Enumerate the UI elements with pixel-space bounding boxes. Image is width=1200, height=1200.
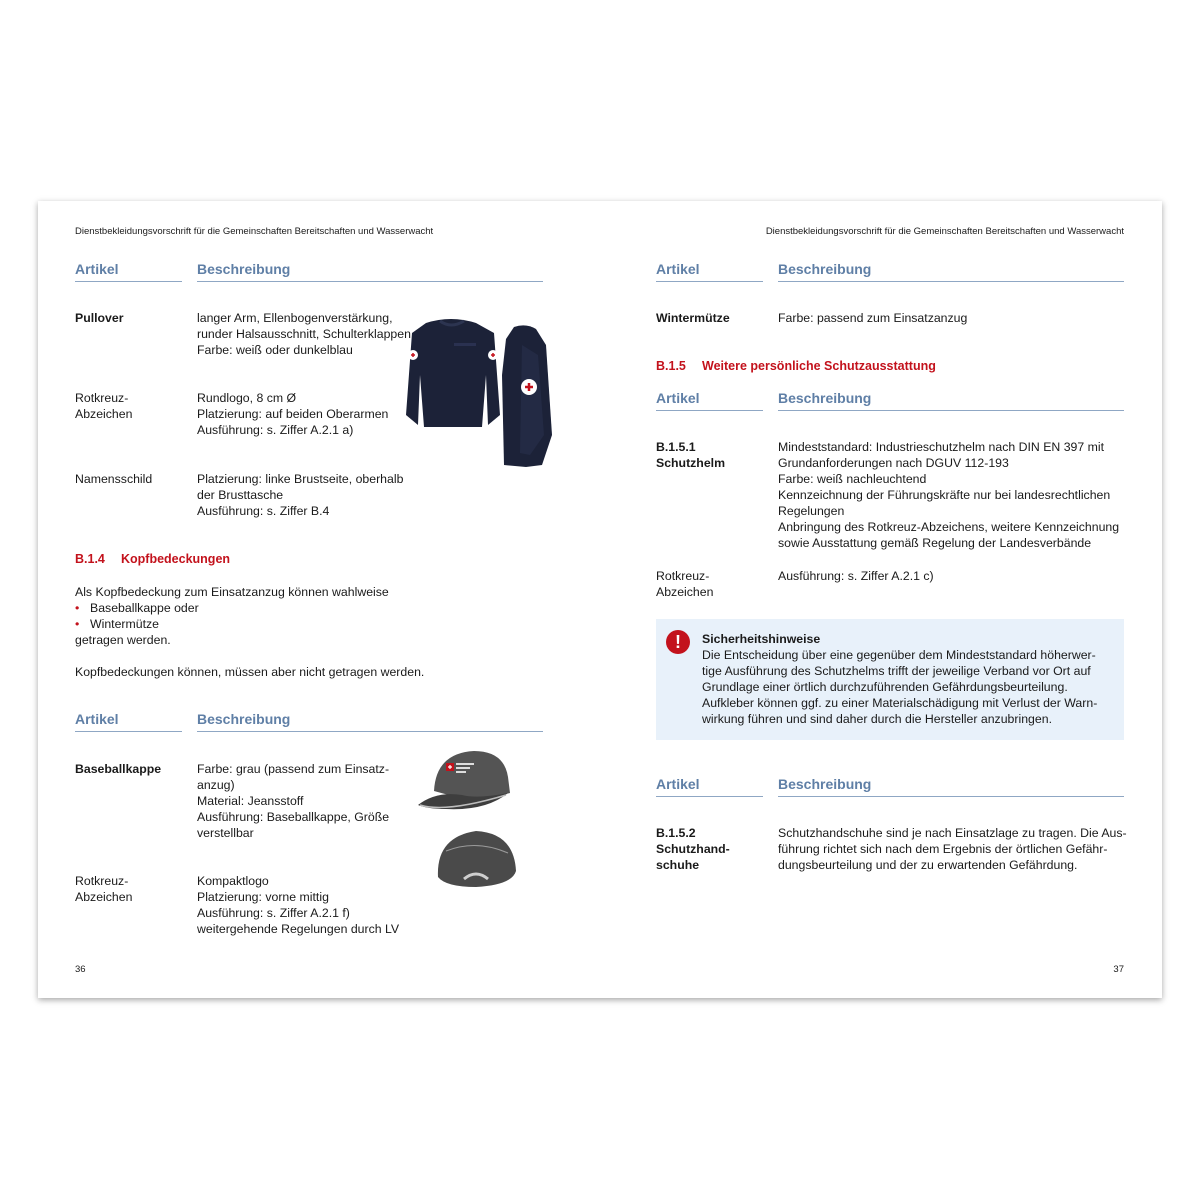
exclamation-icon: ! [666, 630, 690, 654]
list-item: • Baseballkappe oder [75, 600, 495, 616]
header-rule [75, 281, 182, 282]
header-rule [197, 281, 543, 282]
header-rule [197, 731, 543, 732]
kopfbedeckung-paragraph: Als Kopfbedeckung zum Einsatzanzug können wahlweise • Baseballkappe oder • Wintermütze getragen werden. [75, 584, 495, 648]
column-header-artikel: Artikel [656, 390, 700, 406]
page-right [600, 201, 1162, 998]
item-label-rotkreuz-abzeichen: Rotkreuz- Abzeichen [656, 569, 714, 599]
header-rule [778, 796, 1124, 797]
column-header-beschreibung: Beschreibung [197, 261, 291, 277]
item-desc-baseballkappe: Farbe: grau (passend zum Einsatz- anzug) Material: Jeansstoff Ausführung: Baseballkappe, Größe verstellbar [197, 762, 390, 840]
item-desc-rotkreuz-abzeichen: Ausführung: s. Ziffer A.2.1 c) [778, 569, 934, 583]
item-desc-rotkreuz-abzeichen: Rundlogo, 8 cm Ø Platzierung: auf beiden Oberarmen Ausführung: s. Ziffer A.2.1 a) [197, 391, 389, 437]
column-header-beschreibung: Beschreibung [778, 261, 872, 277]
kopfbedeckung-note: Kopfbedeckungen können, müssen aber nicht getragen werden. [75, 665, 425, 679]
item-desc-namensschild: Platzierung: linke Brustseite, oberhalb der Brusttasche Ausführung: s. Ziffer B.4 [197, 472, 404, 518]
running-head-left: Dienstbekleidungsvorschrift für die Gemeinschaften Bereitschaften und Wasserwacht [75, 226, 434, 237]
header-rule [778, 281, 1124, 282]
item-desc-pullover: langer Arm, Ellenbogenverstärkung, runder Halsausschnitt, Schulterklappen Farbe: weiß oder dunkelblau [197, 311, 411, 357]
item-desc-wintermuetze: Farbe: passend zum Einsatzanzug [778, 311, 968, 325]
page-left [38, 201, 600, 998]
item-desc-schutzhelm: Mindeststandard: Industrieschutzhelm nach DIN EN 397 mit Grundanforderungen nach DGUV 112-193 Farbe: weiß nachleuchtend Kennzeichnung der Führungskräfte nur bei landesrechtlichen Regelungen Anbringung des Rotkreuz-Abzeichens, weitere Kennzeichnung sowie Ausstattung gemäß Regelung der Landesverbände [778, 440, 1120, 550]
section-heading-b14: B.1.4 Kopfbedeckungen [75, 552, 231, 566]
header-rule [656, 281, 763, 282]
column-header-beschreibung: Beschreibung [778, 390, 872, 406]
column-header-beschreibung: Beschreibung [197, 711, 291, 727]
column-header-beschreibung: Beschreibung [778, 776, 872, 792]
document-spread [38, 201, 1162, 998]
header-rule [778, 410, 1124, 411]
item-label-schutzhandschuhe: B.1.5.2 Schutzhand- schuhe [656, 826, 730, 872]
column-header-artikel: Artikel [656, 261, 700, 277]
page-number-right: 37 [1113, 964, 1124, 975]
header-rule [656, 410, 763, 411]
item-label-wintermuetze: Wintermütze [656, 311, 730, 325]
running-head-right: Dienstbekleidungsvorschrift für die Gemeinschaften Bereitschaften und Wasserwacht [765, 226, 1124, 237]
safety-notice-title: Sicherheitshinweise [702, 632, 821, 646]
page-number-left: 36 [75, 964, 86, 975]
item-desc-rotkreuz-abzeichen: Kompaktlogo Platzierung: vorne mittig Ausführung: s. Ziffer A.2.1 f) weitergehende Regelungen durch LV [197, 874, 400, 936]
column-header-artikel: Artikel [75, 711, 119, 727]
item-label-pullover: Pullover [75, 311, 124, 325]
pullover-image [406, 315, 571, 475]
column-header-artikel: Artikel [75, 261, 119, 277]
item-label-baseballkappe: Baseballkappe [75, 762, 162, 776]
header-rule [75, 731, 182, 732]
header-rule [656, 796, 763, 797]
item-label-rotkreuz-abzeichen: Rotkreuz- Abzeichen [75, 874, 133, 904]
item-desc-schutzhandschuhe: Schutzhandschuhe sind je nach Einsatzlage zu tragen. Die Aus- führung richtet sich nach dem Ergebnis der örtlichen Gefähr- dungsbeurteilung und der zu erwartenden Gefährdung. [778, 826, 1127, 872]
item-label-rotkreuz-abzeichen: Rotkreuz- Abzeichen [75, 391, 133, 421]
safety-notice-box [656, 619, 1124, 740]
item-label-schutzhelm: B.1.5.1 Schutzhelm [656, 440, 726, 470]
safety-notice-text: Sicherheitshinweise Die Entscheidung über eine gegenüber dem Mindeststandard höherwer- tige Ausführung des Schutzhelms trifft der jeweilige Verband vor Ort auf Grundlage einer örtlich durchzuführenden Gefährdungsbeurteilung. Aufkleber können ggf. zu einer Materialschädigung mit Verlust der Warn- wirkung führen und sind daher durch die Hersteller anzubringen. [702, 631, 1122, 727]
section-heading-b15: B.1.5 Weitere persönliche Schutzausstattung [656, 359, 936, 373]
list-item: • Wintermütze [75, 616, 495, 632]
item-label-namensschild: Namensschild [75, 472, 153, 486]
baseballkappe-image [416, 741, 526, 891]
column-header-artikel: Artikel [656, 776, 700, 792]
